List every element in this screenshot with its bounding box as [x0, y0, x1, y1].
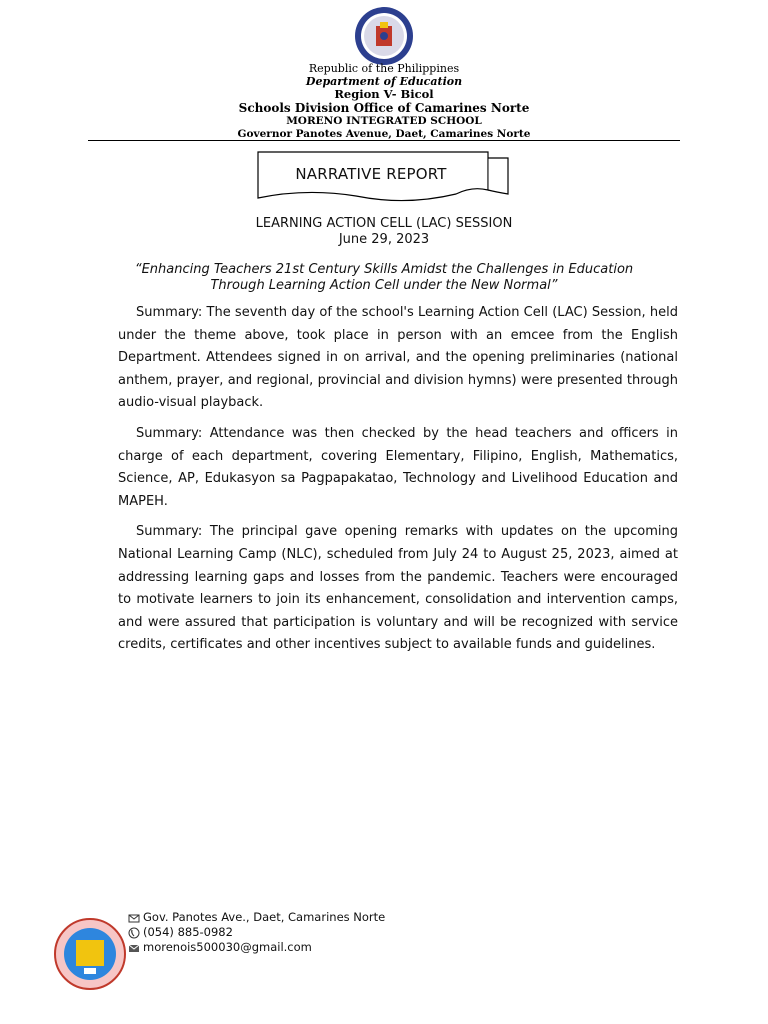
- header-divider: [88, 140, 680, 141]
- contact-phone: [128, 925, 385, 940]
- paragraph-3: Summary: The principal gave opening remarks with updates on the upcoming National Learning Camp (NLC), scheduled from July 24 to August 25, 2023, aimed at addressing learning gaps and losses from the pandemic. Teachers were encouraged to motivate learners to join its enhancement, consolidation and intervention camps, and were assured that participation is voluntary and will be recognized with service credits, certificates and other incentives subject to available funds and guidelines.: [118, 524, 678, 653]
- letterhead: [0, 62, 768, 141]
- school-name: MORENO INTEGRATED SCHOOL: [286, 115, 482, 127]
- session-heading: [0, 216, 768, 248]
- region-line: Region V- Bicol: [334, 87, 434, 101]
- report-body: [118, 302, 678, 665]
- contact-block: [128, 910, 385, 955]
- division-line: Schools Division Office of Camarines Norte: [238, 101, 530, 115]
- phone-icon: [128, 927, 140, 939]
- school-seal-icon: [54, 918, 126, 990]
- contact-email[interactable]: [128, 940, 385, 955]
- theme-line-2: Through Learning Action Cell under the New Normal”: [210, 278, 558, 293]
- department-line: Department of Education: [305, 75, 463, 88]
- deped-seal-icon: [354, 6, 414, 66]
- phone-text: (054) 885-0982: [143, 925, 233, 939]
- email-text[interactable]: morenois500030@gmail.com: [143, 940, 312, 954]
- session-title: LEARNING ACTION CELL (LAC) SESSION: [255, 216, 513, 231]
- school-address: Governor Panotes Avenue, Daet, Camarines Norte: [237, 128, 531, 140]
- session-date: June 29, 2023: [338, 232, 430, 247]
- theme-line-1: “Enhancing Teachers 21st Century Skills Amidst the Challenges in Education: [134, 262, 634, 277]
- paragraph-2: Summary: Attendance was then checked by the head teachers and officers in charge of each department, covering Elementary, Filipino, English, Mathematics, Science, AP, Edukasyon sa Pagpapakatao, Technology and Livelihood Education and MAPEH.: [118, 425, 678, 509]
- address-text: Gov. Panotes Ave., Daet, Camarines Norte: [143, 910, 386, 924]
- republic-line: Republic of the Philippines: [308, 62, 460, 75]
- email-icon: [128, 942, 140, 954]
- mail-icon: [128, 912, 140, 924]
- banner-title: NARRATIVE REPORT: [295, 165, 447, 183]
- paragraph-1: Summary: The seventh day of the school's Learning Action Cell (LAC) Session, held under the theme above, took place in person with an emcee from the English Department. Attendees signed in on arrival, and the opening preliminaries (national anthem, prayer, and regional, provincial and division hymns) were presented through audio-visual playback.: [118, 305, 678, 411]
- session-theme: [0, 262, 768, 294]
- contact-address: [128, 910, 385, 925]
